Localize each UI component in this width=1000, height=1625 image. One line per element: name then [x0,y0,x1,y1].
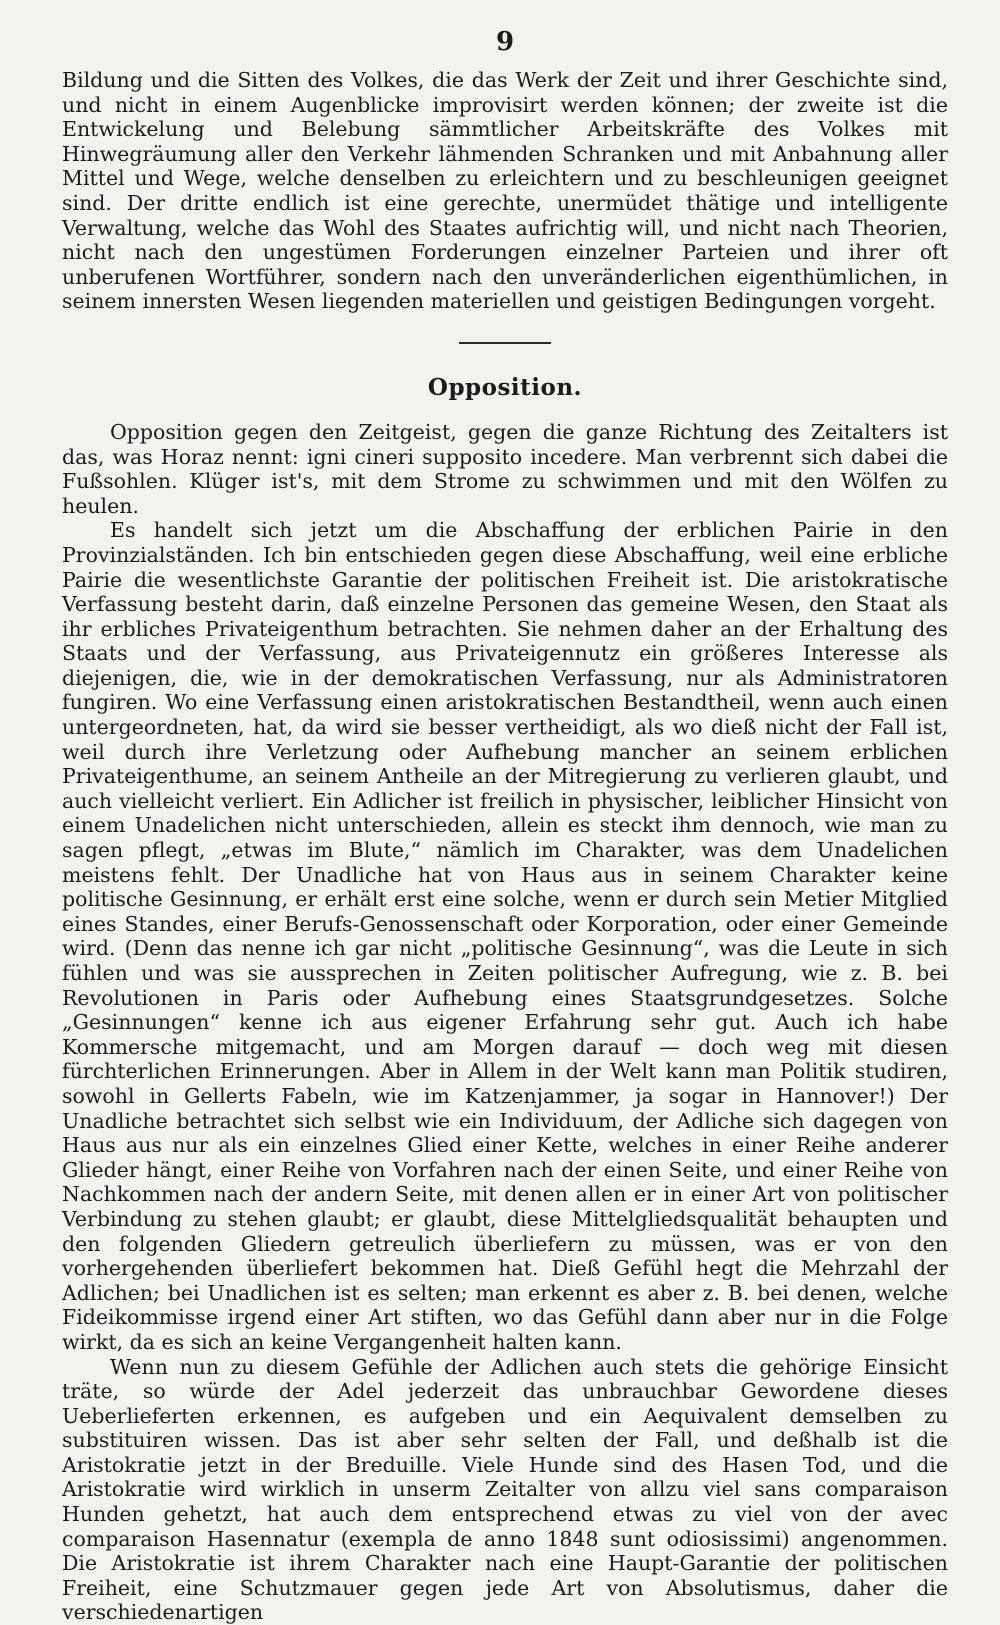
section-divider [459,342,551,344]
intro-paragraph: Bildung und die Sitten des Volkes, die das Werk der Zeit und ihrer Geschichte sind, und nicht in einem Augenblicke improvisirt werden können; der zweite ist die Entwickelung und Belebung sämmtlicher Arbeitskräfte des Volkes mit Hinwegräumung aller den Verkehr lähmenden Schranken und mit Anbahnung aller Mittel und Wege, welche denselben zu erleichtern und zu beschleunigen geeignet sind. Der dritte endlich ist eine gerechte, unermüdet thätige und intelligente Verwaltung, welche das Wohl des Staates aufrichtig will, und nicht nach Theorien, nicht nach den ungestümen Forderungen einzelner Parteien und ihrer oft unberufenen Wortführer, sondern nach den unveränderlichen eigenthümlichen, in seinem innersten Wesen liegenden materiellen und geistigen Bedingungen vorgeht. [62,68,948,314]
paragraph: Opposition gegen den Zeitgeist, gegen die ganze Richtung des Zeitalters ist das, was Horaz nennt: igni cineri supposito incedere. Man verbrennt sich dabei die Fußsohlen. Klüger ist's, mit dem Strome zu schwimmen und mit den Wölfen zu heulen. [62,420,948,518]
paragraph: Wenn nun zu diesem Gefühle der Adlichen auch stets die gehörige Einsicht träte, so würde der Adel jederzeit das unbrauchbar Gewordene dieses Ueberlieferten erkennen, es aufgeben und ein Aequivalent demselben zu substituiren wissen. Das ist aber sehr selten der Fall, und deßhalb ist die Aristokratie jetzt in der Breduille. Viele Hunde sind des Hasen Tod, und die Aristokratie wird wirklich in unserm Zeitalter von allzu viel sans comparaison Hunden gehetzt, hat auch dem entsprechend etwas zu viel von der avec comparaison Hasennatur (exempla de anno 1848 sunt odiosissimi) angenommen. Die Aristokratie ist ihrem Charakter nach eine Haupt-Garantie der politischen Freiheit, eine Schutzmauer gegen jede Art von Absolutismus, daher die verschiedenartigen [62,1355,948,1625]
section-title: Opposition. [62,374,948,402]
page-number: 9 [62,22,948,68]
paragraph: Es handelt sich jetzt um die Abschaffung der erblichen Pairie in den Provinzialständen. Ich bin entschieden gegen diese Abschaffung, weil eine erbliche Pairie die wesentlichste Garantie der politischen Freiheit ist. Die aristokratische Verfassung besteht darin, daß einzelne Personen das gemeine Wesen, den Staat als ihr erbliches Privateigenthum betrachten. Sie nehmen daher an der Erhaltung des Staats und der Verfassung, aus Privateigennutz ein größeres Interesse als diejenigen, die, wie in der demokratischen Verfassung, nur als Administratoren fungiren. Wo eine Verfassung einen aristokratischen Bestandtheil, wenn auch einen untergeordneten, hat, da wird sie besser vertheidigt, als wo dieß nicht der Fall ist, weil durch ihre Verletzung oder Aufhebung mancher an seinem erblichen Privateigenthume, an seinem Antheile an der Mitregierung zu verlieren glaubt, und auch vielleicht verliert. Ein Adlicher ist freilich in physischer, leiblicher Hinsicht von einem Unadelichen nicht unterschieden, allein es steckt ihm dennoch, wie man zu sagen pflegt, „etwas im Blute,“ nämlich im Charakter, was dem Unadelichen meistens fehlt. Der Unadliche hat von Haus aus in seinem Charakter keine politische Gesinnung, er erhält erst eine solche, wenn er durch sein Metier Mitglied eines Standes, einer Berufs-Genossenschaft oder Korporation, oder einer Gemeinde wird. (Denn das nenne ich gar nicht „politische Gesinnung“, was die Leute in sich fühlen und was sie aussprechen in Zeiten politischer Aufregung, wie z. B. bei Revolutionen in Paris oder Aufhebung eines Staatsgrundgesetzes. Solche „Gesinnungen“ kenne ich aus eigener Erfahrung sehr gut. Auch ich habe Kommersche mitgemacht, und am Morgen darauf — doch weg mit diesen fürchterlichen Erinnerungen. Aber in Allem in der Welt kann man Politik studiren, sowohl in Gellerts Fabeln, wie im Katzenjammer, ja sogar in Hannover!) Der Unadliche betrachtet sich selbst wie ein Individuum, der Adliche sich dagegen von Haus aus nur als ein einzelnes Glied einer Kette, welches in einer Reihe anderer Glieder hängt, einer Reihe von Vorfahren nach der einen Seite, und einer Reihe von Nachkommen nach der andern Seite, mit denen allen er in einer Art von politischer Verbindung zu stehen glaubt; er glaubt, diese Mittelgliedsqualität behaupten und den folgenden Gliedern getreulich überliefern zu müssen, was er von den vorhergehenden überliefert bekommen hat. Dieß Gefühl hegt die Mehrzahl der Adlichen; bei Unadlichen ist es selten; man erkennt es aber z. B. bei denen, welche Fideikommisse irgend einer Art stiften, wo das Gefühl dann aber nur in die Folge wirkt, da es sich an keine Vergangenheit halten kann. [62,518,948,1354]
